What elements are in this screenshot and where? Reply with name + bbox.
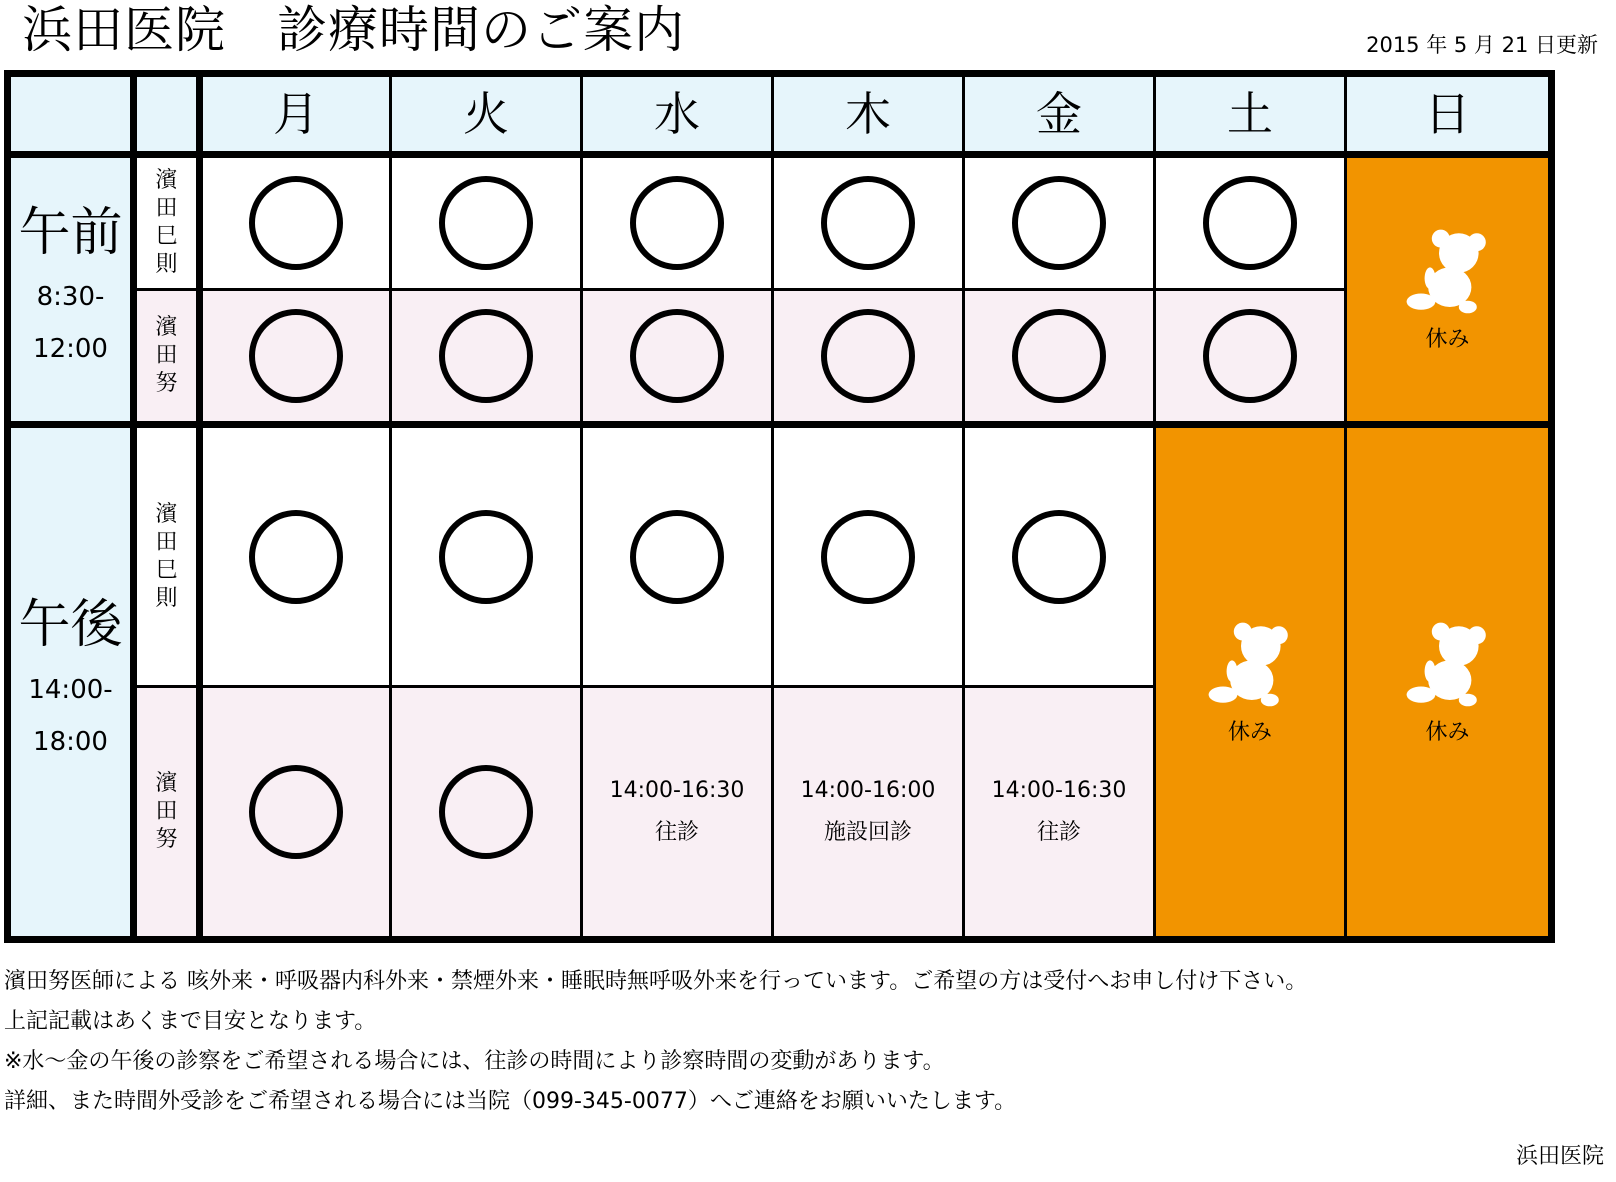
slot-note bbox=[582, 687, 773, 940]
slot-open bbox=[391, 290, 582, 425]
doctor-name-cell bbox=[134, 290, 200, 425]
morning-row-1 bbox=[8, 155, 1552, 290]
footnote-line: 詳細、また時間外受診をご希望される場合には当院（099-345-0077）へご連絡をお願いいたします。 bbox=[4, 1089, 1017, 1114]
day-fri: 金 bbox=[964, 74, 1155, 155]
circle-icon bbox=[249, 510, 343, 604]
slot-open bbox=[391, 687, 582, 940]
afternoon-label-cell bbox=[8, 425, 134, 940]
circle-icon bbox=[1012, 510, 1106, 604]
footnote-line: ※水〜金の午後の診察をご希望される場合には、往診の時間により診察時間の変動があります。 bbox=[4, 1049, 945, 1074]
circle-icon bbox=[1012, 309, 1106, 403]
slot-open bbox=[1155, 155, 1346, 290]
slot-open bbox=[582, 290, 773, 425]
bear-icon bbox=[1205, 619, 1295, 709]
day-sun: 日 bbox=[1346, 74, 1552, 155]
circle-icon bbox=[1203, 309, 1297, 403]
slot-open bbox=[773, 425, 964, 687]
circle-icon bbox=[439, 765, 533, 859]
afternoon-time-start: 14:00- bbox=[28, 674, 113, 705]
slot-closed bbox=[1346, 425, 1552, 940]
slot-open bbox=[582, 425, 773, 687]
footnote-line: 濱田努医師による 咳外来・呼吸器内科外来・禁煙外来・睡眠時無呼吸外来を行っています。ご希望の方は受付へお申し付け下さい。 bbox=[4, 969, 1308, 994]
bear-icon bbox=[1403, 619, 1493, 709]
day-thu: 木 bbox=[773, 74, 964, 155]
clinic-signature: 浜田医院 bbox=[1515, 1144, 1604, 1169]
day-sat: 土 bbox=[1155, 74, 1346, 155]
doctor-name: 濱田巳則 bbox=[155, 501, 178, 611]
circle-icon bbox=[249, 309, 343, 403]
circle-icon bbox=[821, 309, 915, 403]
slot-open bbox=[964, 155, 1155, 290]
day-tue: 火 bbox=[391, 74, 582, 155]
slot-open bbox=[964, 425, 1155, 687]
slot-open bbox=[773, 290, 964, 425]
note-time: 14:00-16:00 bbox=[800, 778, 936, 803]
slot-open bbox=[1155, 290, 1346, 425]
circle-icon bbox=[630, 176, 724, 270]
afternoon-label: 午後 bbox=[18, 595, 123, 656]
closed-label: 休み bbox=[1425, 327, 1470, 352]
slot-open bbox=[200, 687, 391, 940]
morning-time-start: 8:30- bbox=[36, 282, 105, 313]
circle-icon bbox=[821, 176, 915, 270]
doctor-name: 濱田努 bbox=[155, 771, 178, 852]
circle-icon bbox=[249, 765, 343, 859]
page-title: 浜田医院 診療時間のご案内 bbox=[22, 1, 685, 59]
footnotes bbox=[4, 962, 1614, 1122]
slot-closed bbox=[1155, 425, 1346, 940]
morning-hours bbox=[11, 271, 130, 375]
footnote-line: 上記記載はあくまで目安となります。 bbox=[4, 1009, 377, 1034]
updated-date: 2015 年 5 月 21 日更新 bbox=[1366, 33, 1598, 57]
slot-open bbox=[964, 290, 1155, 425]
slot-open bbox=[200, 425, 391, 687]
note-desc: 往診 bbox=[654, 820, 699, 845]
bear-icon bbox=[1403, 226, 1493, 316]
circle-icon bbox=[630, 510, 724, 604]
day-wed: 水 bbox=[582, 74, 773, 155]
doctor-name-cell bbox=[134, 687, 200, 940]
day-header-row bbox=[8, 74, 1552, 155]
circle-icon bbox=[1203, 176, 1297, 270]
day-mon: 月 bbox=[200, 74, 391, 155]
note-desc: 施設回診 bbox=[823, 820, 912, 845]
closed-label: 休み bbox=[1227, 719, 1272, 745]
morning-label: 午前 bbox=[18, 202, 123, 263]
circle-icon bbox=[249, 176, 343, 270]
afternoon-time-end: 18:00 bbox=[33, 726, 108, 757]
morning-row-2 bbox=[8, 290, 1552, 425]
doctor-name-cell bbox=[134, 425, 200, 687]
header-corner-doctor bbox=[134, 74, 200, 155]
slot-closed bbox=[1346, 155, 1552, 425]
doctor-name-cell bbox=[134, 155, 200, 290]
slot-open bbox=[773, 155, 964, 290]
circle-icon bbox=[630, 309, 724, 403]
slot-open bbox=[391, 155, 582, 290]
note-time: 14:00-16:30 bbox=[609, 778, 745, 803]
slot-open bbox=[391, 425, 582, 687]
doctor-name: 濱田努 bbox=[155, 315, 178, 396]
circle-icon bbox=[821, 510, 915, 604]
slot-note bbox=[964, 687, 1155, 940]
note-time: 14:00-16:30 bbox=[991, 778, 1127, 803]
circle-icon bbox=[439, 309, 533, 403]
closed-label: 休み bbox=[1425, 719, 1470, 745]
afternoon-hours bbox=[11, 664, 130, 768]
slot-open bbox=[200, 290, 391, 425]
circle-icon bbox=[1012, 176, 1106, 270]
slot-open bbox=[200, 155, 391, 290]
circle-icon bbox=[439, 176, 533, 270]
morning-time-end: 12:00 bbox=[33, 334, 108, 365]
slot-open bbox=[582, 155, 773, 290]
note-desc: 往診 bbox=[1036, 820, 1081, 845]
afternoon-row-1 bbox=[8, 425, 1552, 687]
morning-label-cell bbox=[8, 155, 134, 425]
slot-note bbox=[773, 687, 964, 940]
schedule-table bbox=[4, 70, 1555, 943]
header-corner bbox=[8, 74, 134, 155]
doctor-name: 濱田巳則 bbox=[155, 168, 178, 277]
circle-icon bbox=[439, 510, 533, 604]
